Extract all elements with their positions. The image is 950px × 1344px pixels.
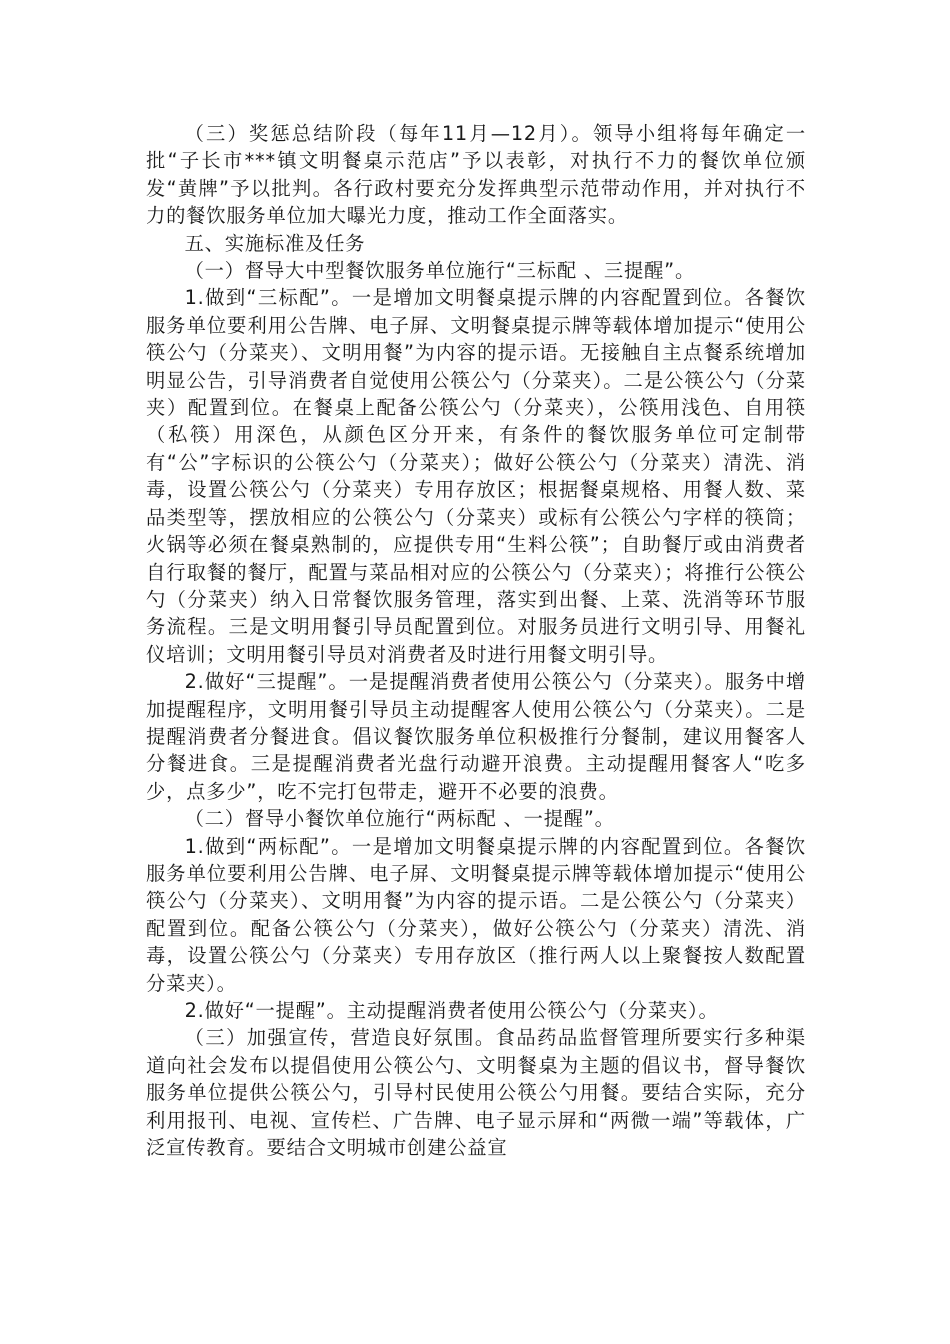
- document-body: [146, 120, 806, 1161]
- paragraph-publicity: （三）加强宣传，营造良好氛围。食品药品监督管理所要实行多种渠道向社会发布以提倡使用公筷公勺、文明餐桌为主题的倡议书，督导餐饮服务单位提供公筷公勺，引导村民使用公筷公勺用餐。要结合实际，充分利用报刊、电视、宣传栏、广告牌、电子显示屏和“两微一端”等载体，广泛宣传教育。要结合文明城市创建公益宣: [146, 1026, 806, 1160]
- paragraph-one-reminder: 2.做好“一提醒”。主动提醒消费者使用公筷公勺（分菜夹）。: [184, 999, 719, 1022]
- subsection-heading-large-medium: （一）督导大中型餐饮服务单位施行“三标配 、三提醒”。: [184, 259, 696, 283]
- paragraph-three-reminders: 2.做好“三提醒”。一是提醒消费者使用公筷公勺（分菜夹）。服务中增加提醒程序，文明用餐引导员主动提醒客人使用公筷公勺（分菜夹）。二是提醒消费者分餐进食。倡议餐饮服务单位积极推行分餐制，建议用餐客人分餐进食。三是提醒消费者光盘行动避开浪费。主动提醒用餐客人“吃多少，点多少”，吃不完打包带走，避开不必要的浪费。: [146, 670, 806, 803]
- section-heading-standards-tasks: 五、实施标准及任务: [184, 231, 366, 255]
- paragraph-three-standards: 1.做到“三标配”。一是增加文明餐桌提示牌的内容配置到位。各餐饮服务单位要利用公告牌、电子屏、文明餐桌提示牌等载体增加提示“使用公筷公勺（分菜夹）、文明用餐”为内容的提示语。无接触自主点餐系统增加明显公告，引导消费者自觉使用公筷公勺（分菜夹）。二是公筷公勺（分菜夹）配置到位。在餐桌上配备公筷公勺（分菜夹），公筷用浅色、自用筷（私筷）用深色，从颜色区分开来，有条件的餐饮服务单位可定制带有“公”字标识的公筷公勺（分菜夹）；做好公筷公勺（分菜夹）清洗、消毒，设置公筷公勺（分菜夹）专用存放区；根据餐桌规格、用餐人数、菜品类型等，摆放相应的公筷公勺（分菜夹）或标有公筷公勺字样的筷筒；火锅等必须在餐桌熟制的，应提供专用“生料公筷”；自助餐厅或由消费者自行取餐的餐厅，配置与菜品相对应的公筷公勺（分菜夹）；将推行公筷公勺（分菜夹）纳入日常餐饮服务管理，落实到出餐、上菜、洗消等环节服务流程。三是文明用餐引导员配置到位。对服务员进行文明引导、用餐礼仪培训；文明用餐引导员对消费者及时进行用餐文明引导。: [146, 286, 806, 666]
- paragraph-two-standards: 1.做到“两标配”。一是增加文明餐桌提示牌的内容配置到位。各餐饮服务单位要利用公告牌、电子屏、文明餐桌提示牌等载体增加提示“使用公筷公勺（分菜夹）、文明用餐”为内容的提示语。二是公筷公勺（分菜夹）配置到位。配备公筷公勺（分菜夹），做好公筷公勺（分菜夹）清洗、消毒，设置公筷公勺（分菜夹）专用存放区（推行两人以上聚餐按人数配置分菜夹）。: [146, 834, 806, 995]
- paragraph-reward-summary-stage: （三）奖惩总结阶段（每年11月—12月）。领导小组将每年确定一批“子长市***镇文明餐桌示范店”予以表彰，对执行不力的餐饮单位颁发“黄牌”予以批判。各行政村要充分发挥典型示范带动作用，并对执行不力的餐饮服务单位加大曝光力度，推动工作全面落实。: [146, 122, 806, 228]
- subsection-heading-small: （二）督导小餐饮单位施行“两标配 、一提醒”。: [184, 807, 615, 831]
